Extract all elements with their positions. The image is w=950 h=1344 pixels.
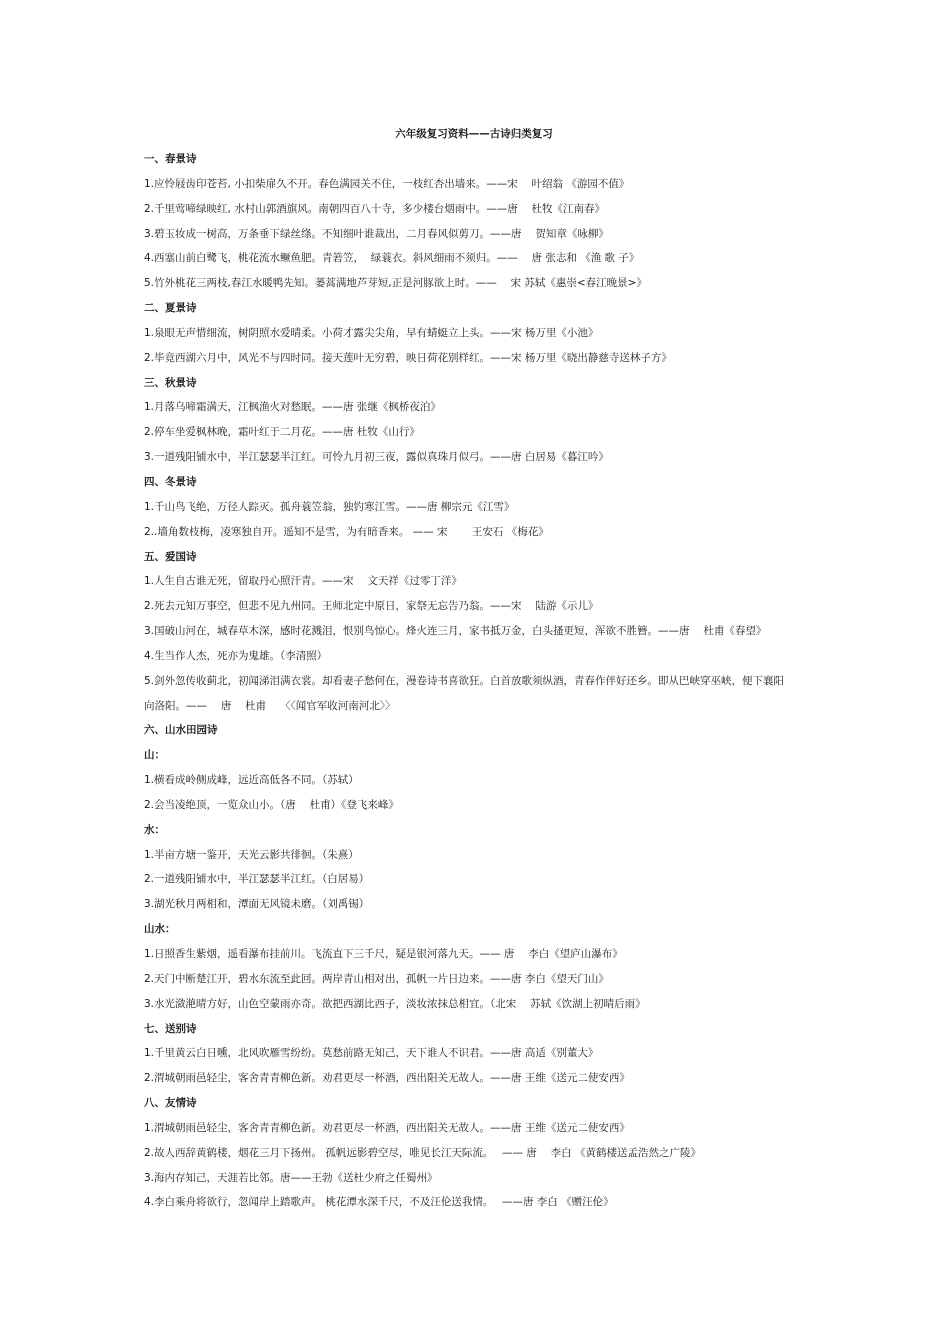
poem-line: 2.渭城朝雨邑轻尘，客舍青青柳色新。劝君更尽一杯酒，西出阳关无故人。——唐 王维《送元二使安西》 <box>144 1072 630 1085</box>
poem-line: 3.国破山河在，城春草木深，感时花溅泪，恨别鸟惊心。烽火连三月，家书抵万金，白头搔更短，浑欲不胜簪。——唐 杜甫《春望》 <box>144 625 767 638</box>
poem-line: 1.横看成岭侧成峰，远近高低各不同。（苏轼） <box>144 774 359 787</box>
poem-line: 3.碧玉妆成一树高，万条垂下绿丝绦。不知细叶谁裁出，二月春风似剪刀。——唐 贺知章《咏柳》 <box>144 227 609 240</box>
section-heading: 四、冬景诗 <box>144 475 197 488</box>
section-heading: 五、爱国诗 <box>144 550 197 563</box>
poem-line: 1.日照香生紫烟，遥看瀑布挂前川。飞流直下三千尺，疑是银河落九天。—— 唐 李白《望庐山瀑布》 <box>144 948 623 960</box>
document-title: 六年级复习资料——古诗归类复习 <box>395 128 553 140</box>
poem-line: 2.千里莺啼绿映红, 水村山郭酒旗风。南朝四百八十寺，多少楼台烟雨中。——唐 杜牧《江南春》 <box>144 202 606 215</box>
poem-line: 1.应怜屐齿印苍苔, 小扣柴扉久不开。春色满园关不住，一枝红杏出墙来。——宋 叶绍翁 《游园不值》 <box>144 177 630 190</box>
poem-line: 1.渭城朝雨邑轻尘，客舍青青柳色新。劝君更尽一杯酒，西出阳关无故人。——唐 王维《送元二使安西》 <box>144 1121 630 1134</box>
poem-line: 5.竹外桃花三两枝,春江水暖鸭先知。蒌蒿满地芦芽短,正是河豚欲上时。—— 宋 苏轼《惠崇<春江晚景>》 <box>144 277 647 290</box>
section-heading: 水： <box>144 823 165 836</box>
section-heading: 二、夏景诗 <box>144 302 197 315</box>
section-heading: 三、秋景诗 <box>144 376 197 389</box>
poem-line: 3.一道残阳铺水中，半江瑟瑟半江红。可怜九月初三夜，露似真珠月似弓。——唐 白居易《暮江吟》 <box>144 451 609 464</box>
poem-line: 向洛阳。—— 唐 杜甫 〈〈闻官军收河南河北〉〉 <box>144 699 396 712</box>
poem-line: 1.千山鸟飞绝，万径人踪灭。孤舟蓑笠翁，独钓寒江雪。——唐 柳宗元《江雪》 <box>144 500 515 513</box>
poem-line: 5.剑外忽传收蓟北，初闻涕泪满衣裳。却看妻子愁何在，漫卷诗书喜欲狂。白首放歌须纵酒，青春作伴好还乡。即从巴峡穿巫峡，便下襄阳 <box>144 674 785 687</box>
section-heading: 一、春景诗 <box>144 153 197 165</box>
poem-line: 2.毕竟西湖六月中，风光不与四时同。接天莲叶无穷碧，映日荷花别样红。——宋 杨万里《晓出静慈寺送林子方》 <box>144 351 672 364</box>
section-heading: 六、山水田园诗 <box>144 724 218 737</box>
poem-line: 2.死去元知万事空，但悲不见九州同。王师北定中原日，家祭无忘告乃翁。——宋 陆游《示儿》 <box>144 600 599 613</box>
section-heading: 七、送别诗 <box>144 1022 197 1035</box>
poem-line: 1.半亩方塘一鉴开，天光云影共徘徊。（朱熹） <box>144 848 359 861</box>
poem-line: 1.泉眼无声惜细流，树阴照水爱晴柔。小荷才露尖尖角，早有蜻蜓立上头。——宋 杨万里《小池》 <box>144 326 599 339</box>
poem-line: 2.会当凌绝顶，一览众山小。（唐 杜甫）《登飞来峰》 <box>144 798 399 811</box>
section-heading: 八、友情诗 <box>144 1097 197 1110</box>
poem-line: 1.千里黄云白日曛，北风吹雁雪纷纷。莫愁前路无知己，天下谁人不识君。——唐 高适《别董大》 <box>144 1047 599 1060</box>
document-page <box>144 122 824 1215</box>
section-heading: 山水： <box>144 923 176 936</box>
poem-line: 4.西塞山前白鹭飞，桃花流水鳜鱼肥。青箬笠， 绿蓑衣。斜风细雨不须归。—— 唐 张志和 《渔 歌 子》 <box>144 252 640 265</box>
poem-line: 2..墙角数枝梅，凌寒独自开。遥知不是雪，为有暗香来。 —— 宋 王安石 《梅花》 <box>144 525 549 538</box>
section-heading: 山： <box>144 749 165 762</box>
poem-line: 3.湖光秋月两相和，潭面无风镜未磨。（刘禹锡） <box>144 898 370 911</box>
poem-line: 2.故人西辞黄鹤楼，烟花三月下扬州。 孤帆远影碧空尽，唯见长江天际流。 —— 唐 李白 《黄鹤楼送孟浩然之广陵》 <box>144 1146 701 1159</box>
poem-line: 1.月落乌啼霜满天，江枫渔火对愁眠。——唐 张继《枫桥夜泊》 <box>144 401 441 414</box>
poem-line: 3.水光潋滟晴方好，山色空蒙雨亦奇。欲把西湖比西子，淡妆浓抹总相宜。（北宋 苏轼《饮湖上初晴后雨》 <box>144 997 646 1010</box>
poem-line: 1.人生自古谁无死，留取丹心照汗青。——宋 文天祥《过零丁洋》 <box>144 575 462 588</box>
poem-list <box>144 147 824 1215</box>
poem-line: 4.生当作人杰，死亦为鬼雄。（李清照） <box>144 649 328 662</box>
poem-line: 3.海内存知己，天涯若比邻。唐——王勃《送杜少府之任蜀州》 <box>144 1171 438 1184</box>
poem-line: 4.李白乘舟将欲行，忽闻岸上踏歌声。 桃花潭水深千尺，不及汪伦送我情。 ——唐 李白 《赠汪伦》 <box>144 1196 614 1209</box>
poem-line: 2.一道残阳铺水中，半江瑟瑟半江红。（白居易） <box>144 873 370 886</box>
poem-line: 2.停车坐爱枫林晚，霜叶红于二月花。——唐 杜牧《山行》 <box>144 426 420 439</box>
poem-line: 2.天门中断楚江开，碧水东流至此回。两岸青山相对出，孤帆一片日边来。——唐 李白《望天门山》 <box>144 972 609 985</box>
